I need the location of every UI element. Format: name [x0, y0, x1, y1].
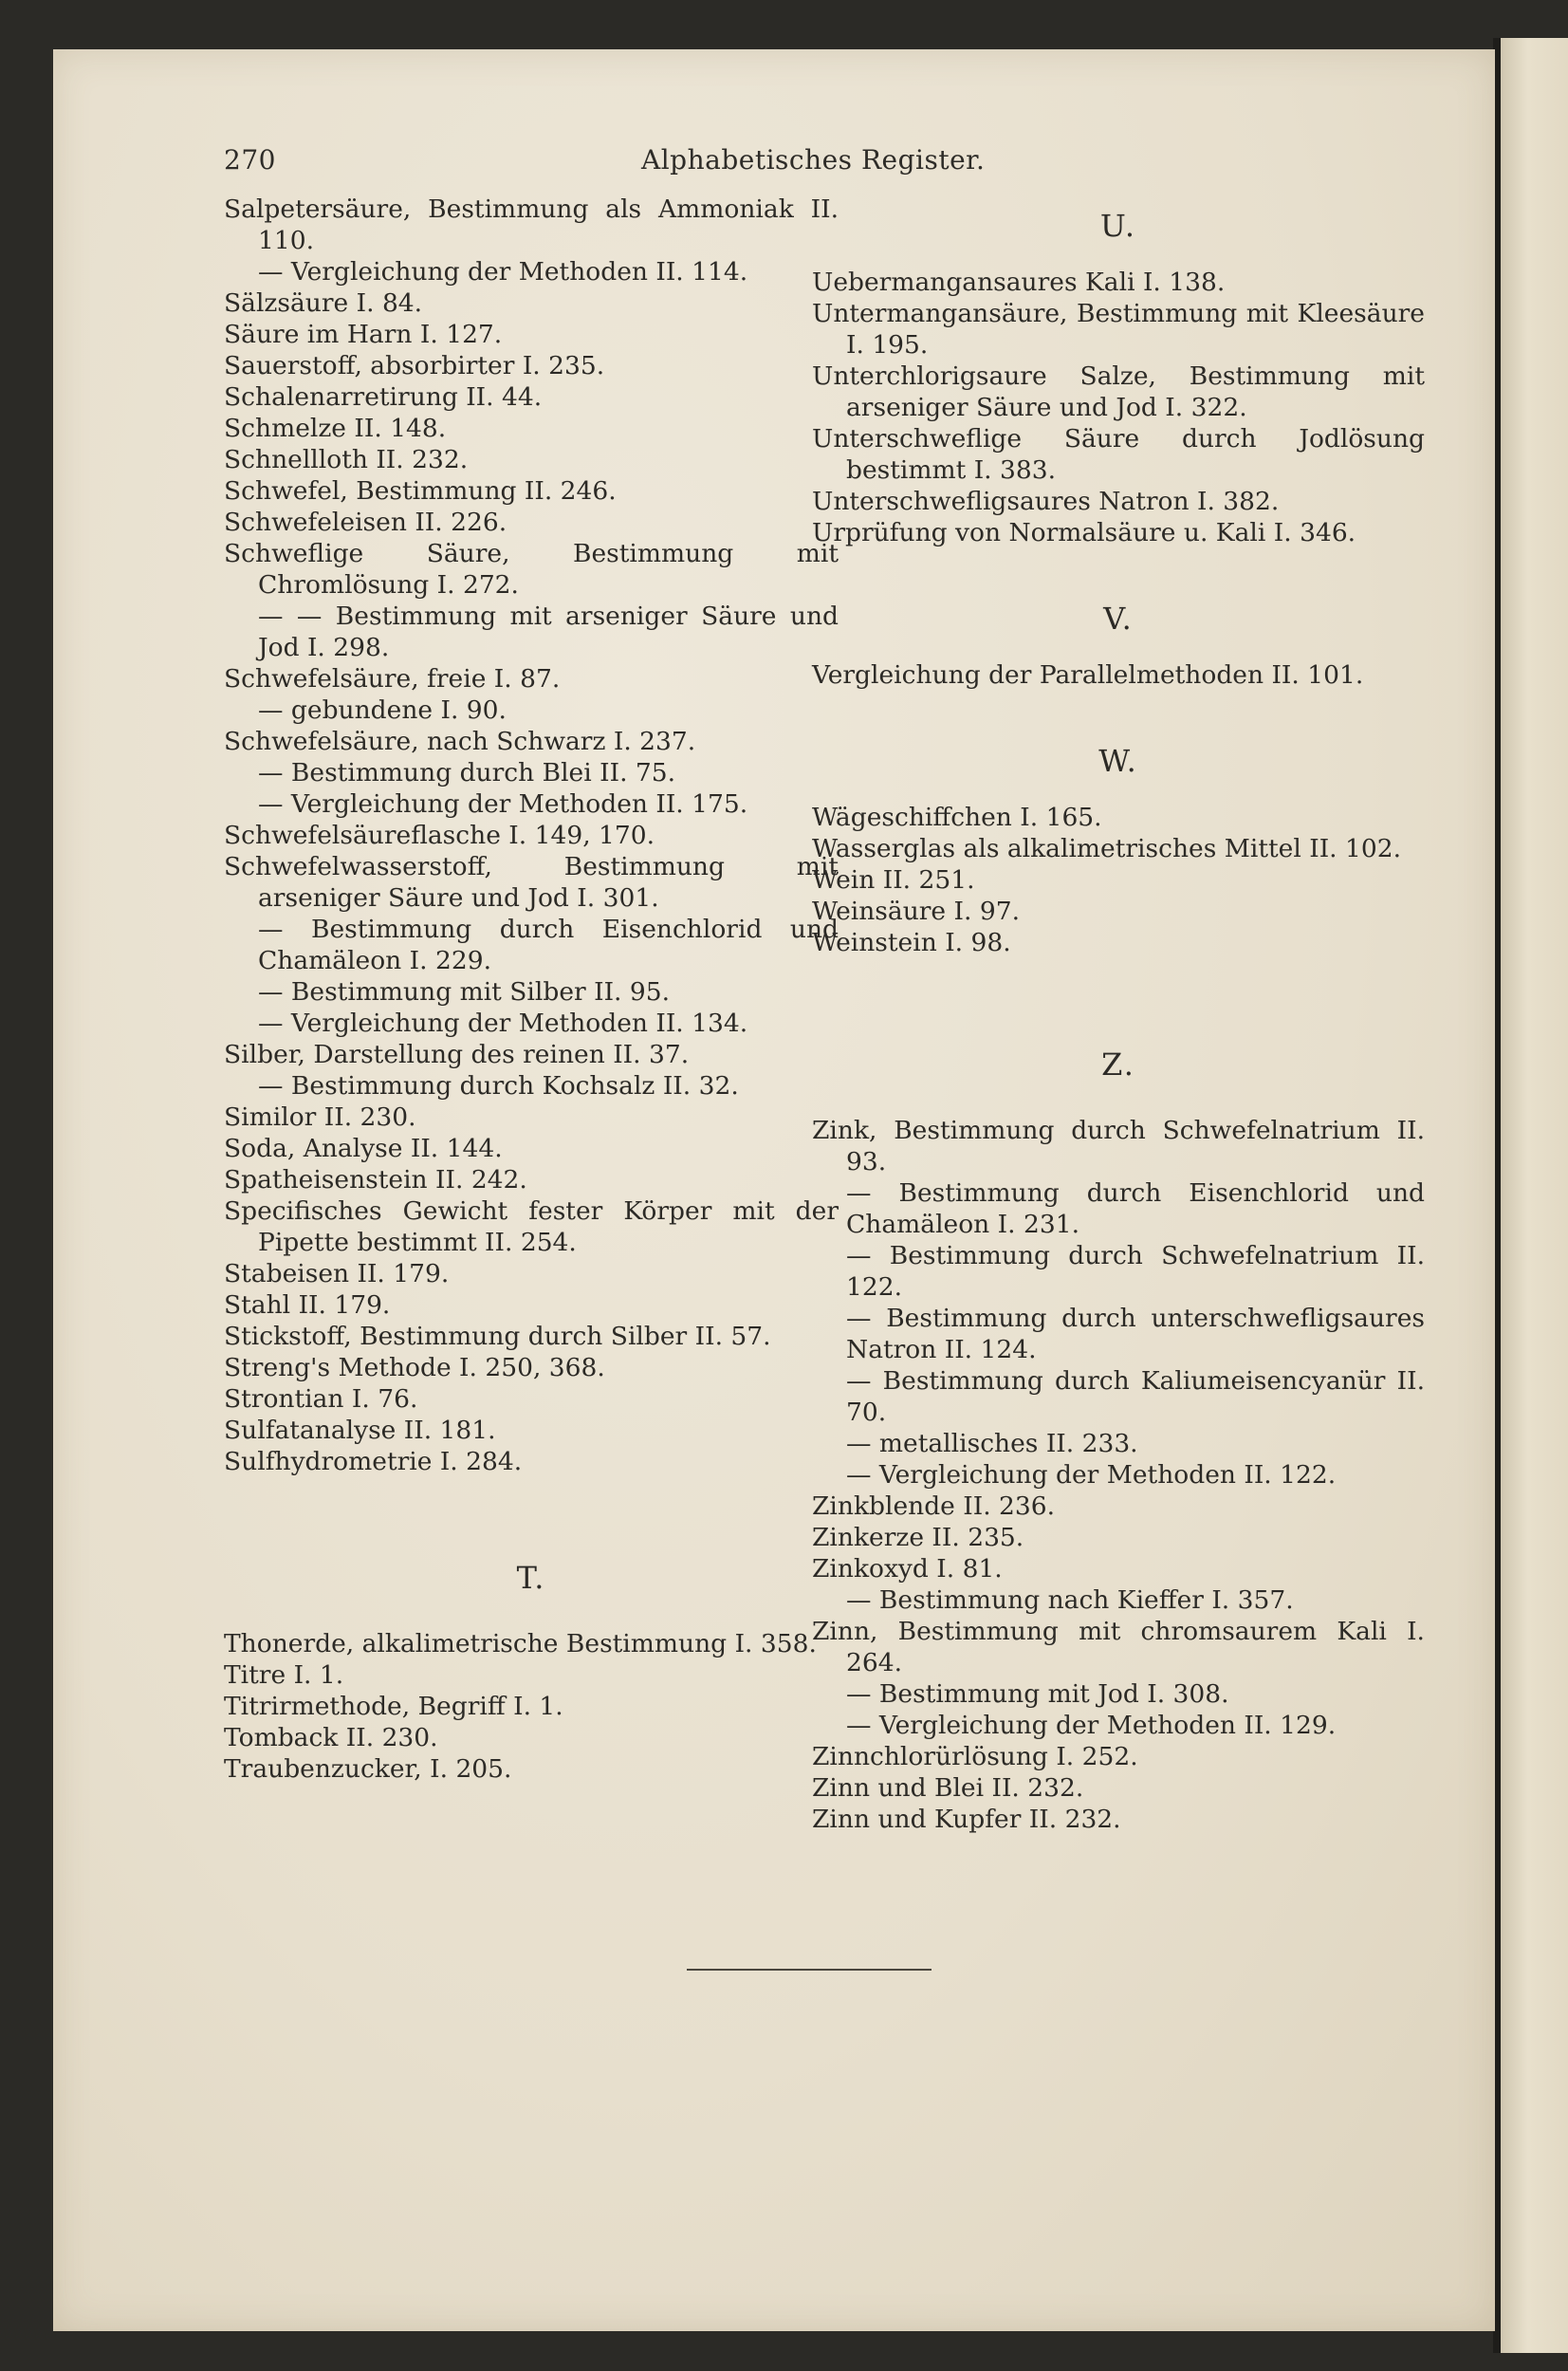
- index-entry: — Vergleichung der Methoden II. 122.: [846, 1460, 1337, 1490]
- index-entry: — — Bestimmung mit arseniger Säure und Jod I. 298.: [258, 602, 839, 662]
- section-t-entries: [224, 1628, 839, 1785]
- index-entry: Sauerstoff, absorbirter I. 235.: [224, 351, 605, 380]
- section-letter: Z.: [1101, 1047, 1135, 1083]
- index-entry: Schwefeleisen II. 226.: [224, 508, 507, 537]
- index-entry: Sulfhydrometrie I. 284.: [224, 1447, 523, 1476]
- running-title: Alphabetisches Register.: [641, 144, 986, 176]
- index-entry: Zink, Bestimmung durch Schwefelnatrium II. 93.: [812, 1116, 1425, 1176]
- section-letter: W.: [1098, 743, 1138, 779]
- index-entry: Stahl II. 179.: [224, 1290, 391, 1320]
- index-entry: Zinkblende II. 236.: [812, 1491, 1056, 1521]
- index-entry: Zinkoxyd I. 81.: [812, 1554, 1003, 1584]
- index-entry: Schwefelsäure, freie I. 87.: [224, 664, 561, 694]
- book-page: [53, 49, 1495, 2331]
- index-entry: Schwefelwasserstoff, Bestimmung mit arseniger Säure und Jod I. 301.: [224, 852, 839, 913]
- right-column: [812, 194, 1425, 1835]
- page-number: 270: [224, 144, 276, 176]
- facing-page-edge: [1501, 38, 1568, 2353]
- index-entry: — Bestimmung durch Eisenchlorid und Chamäleon I. 231.: [846, 1178, 1425, 1239]
- index-entry: Zinn und Kupfer II. 232.: [812, 1805, 1121, 1834]
- end-rule: [687, 1969, 932, 1971]
- index-entry: Schnellloth II. 232.: [224, 445, 469, 474]
- index-entry: Wein II. 251.: [812, 865, 975, 895]
- index-entry: Weinstein I. 98.: [812, 928, 1011, 957]
- index-entry: Schwefelsäure, nach Schwarz I. 237.: [224, 727, 696, 756]
- index-entry: Wägeschiffchen I. 165.: [812, 803, 1102, 832]
- index-entry: — Bestimmung mit Jod I. 308.: [846, 1679, 1229, 1709]
- index-entry: Stabeisen II. 179.: [224, 1259, 450, 1288]
- index-entry: Sälzsäure I. 84.: [224, 288, 423, 318]
- index-entry: Schalenarretirung II. 44.: [224, 382, 543, 412]
- left-column: [224, 194, 839, 1785]
- index-entry: Zinn und Blei II. 232.: [812, 1773, 1084, 1803]
- index-entry: Traubenzucker, I. 205.: [224, 1754, 512, 1784]
- index-entry: Säure im Harn I. 127.: [224, 320, 503, 349]
- index-entry: Tomback II. 230.: [224, 1723, 438, 1752]
- index-entry: Zinnchlorürlösung I. 252.: [812, 1742, 1138, 1771]
- running-header: [53, 144, 1495, 182]
- index-entry: Thonerde, alkalimetrische Bestimmung I. 358.: [224, 1629, 817, 1658]
- index-entry: Weinsäure I. 97.: [812, 897, 1021, 926]
- index-entry: Strontian I. 76.: [224, 1384, 418, 1414]
- index-entry: — Bestimmung durch Schwefelnatrium II. 122.: [846, 1241, 1425, 1302]
- index-entry: Unterschwefligsaures Natron I. 382.: [812, 487, 1280, 516]
- index-entry: Streng's Methode I. 250, 368.: [224, 1353, 605, 1382]
- index-entry: Unterschweflige Säure durch Jodlösung bestimmt I. 383.: [812, 424, 1425, 485]
- index-entry: — metallisches II. 233.: [846, 1429, 1138, 1458]
- section-letter: V.: [1103, 601, 1134, 637]
- index-entry: Salpetersäure, Bestimmung als Ammoniak II. 110.: [224, 194, 839, 255]
- index-entry: Uebermangansaures Kali I. 138.: [812, 268, 1226, 297]
- index-entry: Urprüfung von Normalsäure u. Kali I. 346.: [812, 518, 1356, 547]
- index-entry: Wasserglas als alkalimetrisches Mittel II. 102.: [812, 834, 1402, 863]
- index-entry: Zinkerze II. 235.: [812, 1523, 1024, 1552]
- index-entry: Soda, Analyse II. 144.: [224, 1134, 503, 1163]
- index-entry: — Bestimmung durch Eisenchlorid und Chamäleon I. 229.: [258, 915, 839, 975]
- index-entry: — Bestimmung durch Blei II. 75.: [258, 758, 676, 787]
- index-entry: — Vergleichung der Methoden II. 129.: [846, 1711, 1337, 1740]
- index-entry: Stickstoff, Bestimmung durch Silber II. 57.: [224, 1322, 771, 1351]
- index-entry: Spatheisenstein II. 242.: [224, 1165, 527, 1195]
- section-letter-t: T.: [516, 1560, 546, 1596]
- index-entry: Specifisches Gewicht fester Körper mit der Pipette bestimmt II. 254.: [224, 1196, 839, 1257]
- index-entry: Vergleichung der Parallelmethoden II. 101.: [812, 660, 1364, 690]
- section-letter: U.: [1099, 208, 1137, 244]
- index-entry: — Bestimmung durch Kochsalz II. 32.: [258, 1071, 739, 1101]
- index-entry: Similor II. 230.: [224, 1102, 416, 1132]
- index-entry: — Vergleichung der Methoden II. 114.: [258, 257, 748, 287]
- index-entry: — Vergleichung der Methoden II. 134.: [258, 1009, 748, 1038]
- index-entry: Zinn, Bestimmung mit chromsaurem Kali I. 264.: [812, 1617, 1425, 1677]
- index-entry: Titrirmethode, Begriff I. 1.: [224, 1692, 563, 1721]
- index-entry: Schwefel, Bestimmung II. 246.: [224, 476, 617, 506]
- left-entries: [224, 194, 839, 1477]
- index-entry: Untermangansäure, Bestimmung mit Kleesäure I. 195.: [812, 299, 1425, 360]
- index-entry: — Bestimmung nach Kieffer I. 357.: [846, 1585, 1294, 1615]
- index-entry: — Bestimmung durch unterschwefligsaures Natron II. 124.: [846, 1304, 1425, 1364]
- index-entry: — Bestimmung durch Kaliumeisencyanür II. 70.: [846, 1366, 1425, 1427]
- index-entry: — gebundene I. 90.: [258, 695, 507, 725]
- index-entry: — Bestimmung mit Silber II. 95.: [258, 977, 671, 1007]
- index-entry: Sulfatanalyse II. 181.: [224, 1416, 496, 1445]
- index-entry: Schwefelsäureflasche I. 149, 170.: [224, 821, 655, 850]
- index-entry: Unterchlorigsaure Salze, Bestimmung mit arseniger Säure und Jod I. 322.: [812, 361, 1425, 422]
- index-entry: Schweflige Säure, Bestimmung mit Chromlösung I. 272.: [224, 539, 839, 600]
- index-entry: Silber, Darstellung des reinen II. 37.: [224, 1040, 690, 1069]
- index-entry: Schmelze II. 148.: [224, 414, 447, 443]
- index-entry: Titre I. 1.: [224, 1660, 344, 1690]
- index-entry: — Vergleichung der Methoden II. 175.: [258, 789, 748, 819]
